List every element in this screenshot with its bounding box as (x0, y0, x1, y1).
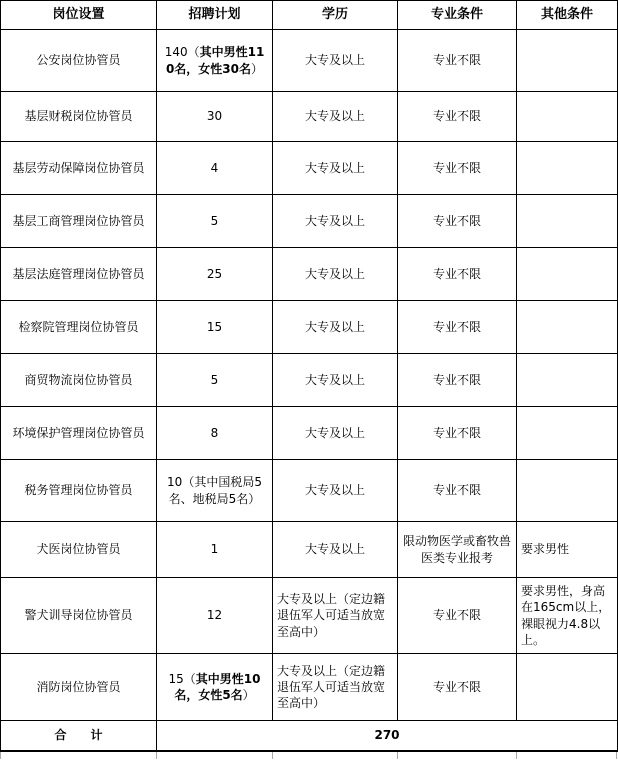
table-row (1, 654, 618, 721)
plan-cell (157, 301, 273, 354)
education-cell: 大专及以上 (273, 522, 398, 578)
education-cell: 大专及以上 (273, 92, 398, 142)
column-header-education: 学历 (273, 1, 398, 30)
position-cell: 消防岗位协管员 (1, 654, 157, 721)
plan-cell (157, 354, 273, 407)
education-cell: 大专及以上 (273, 195, 398, 248)
plan-text: 10（其中国税局5名、地税局5名） (167, 475, 262, 506)
position-cell: 警犬训导岗位协管员 (1, 578, 157, 654)
table-row (1, 460, 618, 522)
gridline-stub (272, 752, 273, 759)
plan-text: 5 (210, 213, 219, 228)
total-value-cell: 270 (157, 721, 618, 752)
table-row (1, 301, 618, 354)
plan-text: 140（ (164, 45, 200, 60)
plan-cell (157, 407, 273, 460)
plan-bold-text: 其中男性110名，女性30名 (165, 45, 265, 76)
position-cell: 环境保护管理岗位协管员 (1, 407, 157, 460)
gridline-stub (516, 752, 517, 759)
table-row (1, 354, 618, 407)
column-header-other: 其他条件 (517, 1, 618, 30)
plan-text: 8 (210, 425, 219, 440)
plan-cell (157, 654, 273, 721)
column-header-position: 岗位设置 (1, 1, 157, 30)
plan-text: 30 (206, 109, 223, 124)
total-label-cell: 合 计 (1, 721, 157, 752)
gridline-stub (397, 752, 398, 759)
table-row (1, 522, 618, 578)
plan-text: 5 (210, 372, 219, 387)
position-cell: 检察院管理岗位协管员 (1, 301, 157, 354)
plan-bold-text: 其中男性10名，女性5名 (174, 671, 261, 702)
other-cell (517, 195, 618, 248)
plan-cell (157, 142, 273, 195)
major-cell: 专业不限 (398, 195, 517, 248)
position-cell: 基层劳动保障岗位协管员 (1, 142, 157, 195)
other-cell (517, 142, 618, 195)
plan-text: 4 (210, 160, 219, 175)
major-cell: 专业不限 (398, 248, 517, 301)
cutoff-next-row (0, 752, 617, 759)
major-cell: 限动物医学或畜牧兽医类专业报考 (398, 522, 517, 578)
major-cell: 专业不限 (398, 460, 517, 522)
column-header-plan: 招聘计划 (157, 1, 273, 30)
gridline-stub (156, 752, 157, 759)
plan-cell (157, 522, 273, 578)
education-cell: 大专及以上 (273, 301, 398, 354)
plan-text: 15 (206, 319, 223, 334)
position-cell: 基层工商管理岗位协管员 (1, 195, 157, 248)
gridline-stub (0, 752, 1, 759)
major-cell: 专业不限 (398, 578, 517, 654)
other-cell (517, 460, 618, 522)
plan-cell (157, 460, 273, 522)
plan-cell (157, 248, 273, 301)
education-cell: 大专及以上 (273, 407, 398, 460)
table-row (1, 195, 618, 248)
total-row (1, 721, 618, 752)
major-cell: 专业不限 (398, 354, 517, 407)
plan-text: 15（ (168, 671, 196, 686)
major-cell: 专业不限 (398, 407, 517, 460)
table-row (1, 92, 618, 142)
education-cell: 大专及以上（定边籍退伍军人可适当放宽至高中） (273, 654, 398, 721)
plan-text: 1 (210, 542, 219, 557)
plan-cell (157, 578, 273, 654)
plan-text: 12 (206, 608, 223, 623)
position-cell: 税务管理岗位协管员 (1, 460, 157, 522)
plan-suffix-text: ） (242, 688, 255, 702)
plan-cell (157, 195, 273, 248)
education-cell: 大专及以上 (273, 30, 398, 92)
other-cell: 要求男性 (517, 522, 618, 578)
gridline-stub (616, 752, 617, 759)
education-cell: 大专及以上 (273, 248, 398, 301)
table-row (1, 142, 618, 195)
education-cell: 大专及以上 (273, 142, 398, 195)
other-cell (517, 354, 618, 407)
major-cell: 专业不限 (398, 30, 517, 92)
education-cell: 大专及以上（定边籍退伍军人可适当放宽至高中） (273, 578, 398, 654)
major-cell: 专业不限 (398, 301, 517, 354)
major-cell: 专业不限 (398, 92, 517, 142)
other-cell (517, 407, 618, 460)
position-cell: 基层财税岗位协管员 (1, 92, 157, 142)
plan-suffix-text: ） (251, 61, 264, 76)
table-row (1, 248, 618, 301)
other-cell (517, 92, 618, 142)
position-cell: 商贸物流岗位协管员 (1, 354, 157, 407)
other-cell (517, 654, 618, 721)
table-row (1, 407, 618, 460)
position-cell: 公安岗位协管员 (1, 30, 157, 92)
position-cell: 基层法庭管理岗位协管员 (1, 248, 157, 301)
table-row (1, 30, 618, 92)
column-header-major: 专业条件 (398, 1, 517, 30)
other-cell (517, 30, 618, 92)
other-cell: 要求男性，身高在165cm以上，裸眼视力4.8以上。 (517, 578, 618, 654)
other-cell (517, 248, 618, 301)
other-cell (517, 301, 618, 354)
plan-text: 25 (206, 266, 223, 281)
major-cell: 专业不限 (398, 654, 517, 721)
plan-cell (157, 30, 273, 92)
education-cell: 大专及以上 (273, 354, 398, 407)
major-cell: 专业不限 (398, 142, 517, 195)
position-cell: 犬医岗位协管员 (1, 522, 157, 578)
table-row (1, 578, 618, 654)
header-row (1, 1, 618, 30)
education-cell: 大专及以上 (273, 460, 398, 522)
plan-cell (157, 92, 273, 142)
